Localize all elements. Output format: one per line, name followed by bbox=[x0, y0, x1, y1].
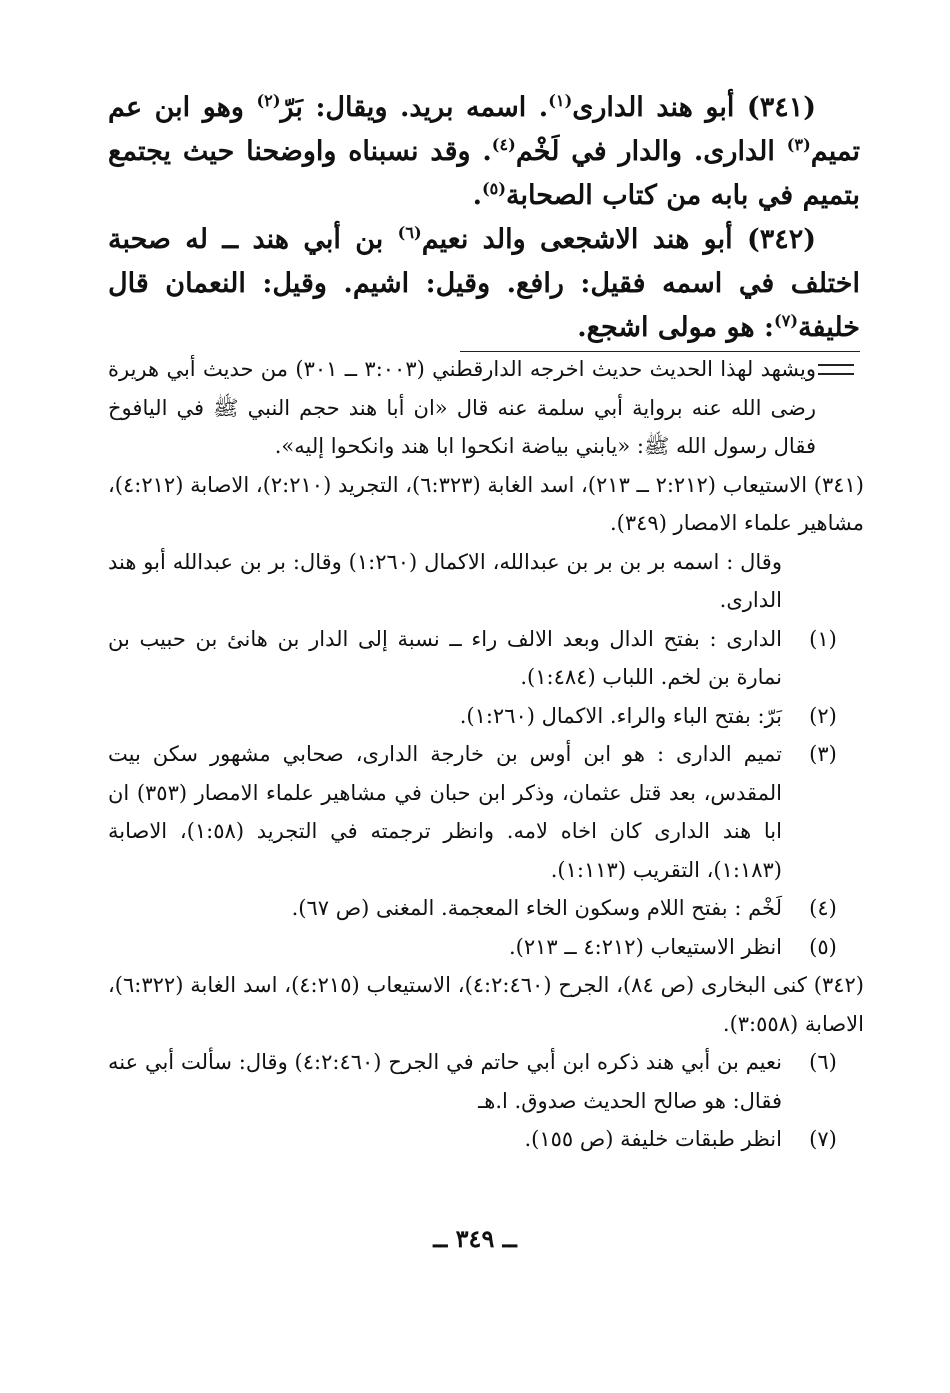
footnote-ref-1: (١) bbox=[548, 91, 573, 110]
footnote-7 bbox=[108, 1120, 864, 1159]
footnote-1 bbox=[108, 620, 864, 697]
sources-text: كنى البخارى (ص ٨٤)، الجرح (٤:٢:٤٦٠)، الاستيعاب (٤:٢١٥)، اسد الغابة (٦:٣٢٢)، الاصابة (٣:٥٥٨). bbox=[108, 973, 864, 1036]
entry-341-extra: وقال : اسمه بر بن بر بن عبدالله، الاكمال (١:٢٦٠) وقال: بر بن عبدالله أبو هند الدارى. bbox=[108, 549, 782, 612]
footnote-text: الدارى : بفتح الدال وبعد الالف راء ــ نسبة إلى الدار بن هانئ بن حبيب بن نمارة بن لخم. اللباب (١:٤٨٤). bbox=[108, 626, 782, 689]
carry-over-note: ويشهد لهذا الحديث حديث اخرجه الدارقطني (٣:٠٠٣ ــ ٣٠١) من حديث أبي هريرة رضى الله عنه برواية أبي سلمة عنه قال «ان أبا هند حجم النبي ﷺ في اليافوخ فقال رسول الله ﷺ: «يابني بياضة انكحوا ابا هند وانكحوا إليه». bbox=[108, 357, 816, 458]
page-number: ــ ٣٤٩ ــ bbox=[433, 1224, 517, 1253]
main-text bbox=[108, 86, 860, 350]
footnote-ref-6: (٦) bbox=[397, 223, 422, 242]
footnote-number: (٢) bbox=[809, 703, 837, 728]
footnote-ref-2: (٢) bbox=[256, 91, 281, 110]
footnote-number: (٧) bbox=[809, 1127, 837, 1151]
footnote-4 bbox=[108, 889, 864, 928]
footnote-ref-3: (٣) bbox=[786, 135, 811, 154]
entry-341-paragraph bbox=[108, 86, 860, 218]
footnote-number: (٥) bbox=[809, 934, 837, 959]
footnote-6 bbox=[108, 1043, 864, 1120]
footnote-number: (٤) bbox=[809, 896, 837, 920]
footnote-text: لَخْم : بفتح اللام وسكون الخاء المعجمة. المغنى (ص ٦٧). bbox=[291, 896, 782, 920]
footnote-5 bbox=[108, 928, 864, 967]
entry-number: (٣٤٢) bbox=[813, 973, 864, 997]
text-span: الدارى. والدار في لَخْم bbox=[515, 136, 787, 167]
footnote-ref-7: (٧) bbox=[774, 311, 799, 330]
footnote-text: تميم الدارى : هو ابن أوس بن خارجة الدارى، صحابي مشهور سكن بيت المقدس، بعد قتل عثمان، وذكر ابن حبان في مشاهير علماء الامصار (٣٥٣) ان ابا هند الدارى كان اخاه لامه. وانظر ترجمته في التجريد (١:٥٨)، الاصابة (١:١٨٣)، التقريب (١:١١٣). bbox=[108, 742, 783, 882]
footnote-text: انظر طبقات خليفة (ص ١٥٥). bbox=[524, 1127, 782, 1151]
entry-number: (٣٤١) bbox=[813, 472, 864, 497]
footnote-number: (١) bbox=[809, 626, 837, 651]
footnote-text: انظر الاستيعاب (٤:٢١٢ ــ ٢١٣). bbox=[509, 934, 782, 959]
sources-text: الاستيعاب (٢:٢١٢ ــ ٢١٣)، اسد الغابة (٦:٣٢٣)، التجريد (٢:٢١٠)، الاصابة (٤:٢١٢)، مشاهير علماء الامصار (٣٤٩). bbox=[108, 472, 864, 535]
footnote-text: نعيم بن أبي هند ذكره ابن أبي حاتم في الجرح (٤:٢:٤٦٠) وقال: سألت أبي عنه فقال: هو صالح الحديث صدوق. ا.هـ bbox=[108, 1050, 782, 1113]
text-span: بن أبي هند ــ له صحبة اختلف في اسمه فقيل: رافع. وقيل: اشيم. وقيل: النعمان قال خليفة bbox=[108, 224, 860, 343]
text-span: . bbox=[472, 180, 482, 211]
footnote-3 bbox=[108, 735, 864, 889]
entry-342-heading: (٣٤٢) أبو هند الاشجعى والد نعيم bbox=[421, 224, 817, 255]
footnote-ref-4: (٤) bbox=[491, 135, 516, 154]
entry-342-sources bbox=[108, 966, 864, 1043]
entry-342-paragraph bbox=[108, 218, 860, 350]
text-span: . اسمه بريد. ويقال: بَرّ bbox=[280, 92, 549, 123]
footnote-2 bbox=[108, 697, 864, 736]
footnote-ref-5: (٥) bbox=[481, 179, 507, 198]
text-span: . وقد نسبناه واوضحنا حيث يجتمع بتميم في بابه من كتاب الصحابة bbox=[108, 136, 860, 211]
footnote-number: (٣) bbox=[809, 742, 837, 766]
text-span: : هو مولى اشجع. bbox=[577, 312, 775, 343]
footnotes-section bbox=[108, 350, 864, 1159]
footnote-number: (٦) bbox=[809, 1050, 837, 1074]
entry-341-sources bbox=[108, 466, 864, 543]
text-span: وهو ابن عم تميم bbox=[108, 92, 860, 167]
entry-341-heading: (٣٤١) أبو هند الدارى bbox=[572, 92, 816, 123]
footnote-text: بَرّ: بفتح الباء والراء. الاكمال (١:٢٦٠). bbox=[459, 703, 782, 728]
